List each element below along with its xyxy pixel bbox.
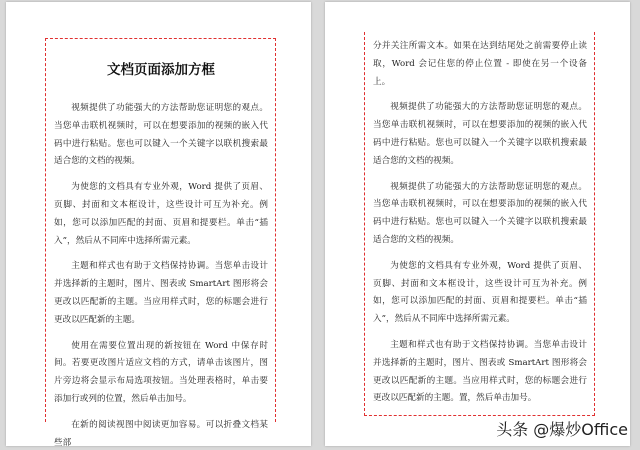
document-page-left <box>6 2 311 446</box>
paragraph: 视频提供了功能强大的方法帮助您证明您的观点。当您单击联机视频时，可以在想要添加的视频的嵌入代码中进行粘贴。您也可以键入一个关键字以联机搜索最适合您的文档的视频。 <box>54 103 268 167</box>
page-content <box>54 58 268 446</box>
document-page-right <box>325 2 630 446</box>
page-content <box>373 38 587 416</box>
watermark <box>496 417 628 440</box>
paragraph: 为使您的文档具有专业外观，Word 提供了页眉、页脚、封面和文本框设计，这些设计可互为补充。例如，您可以添加匹配的封面、页眉和提要栏。单击“插入”，然后从不同库中选择所需元素。 <box>373 260 587 325</box>
paragraph: 主题和样式也有助于文档保持协调。当您单击设计并选择新的主题时，图片、图表或 SmartArt 图形将会更改以匹配新的主题。当应用样式时，您的标题会进行更改以匹配新的主题。 <box>54 261 268 325</box>
paragraph: 在新的阅读视图中阅读更加容易。可以折叠文档某些部 <box>54 419 268 446</box>
paragraph: 视频提供了功能强大的方法帮助您证明您的观点。当您单击联机视频时，可以在想要添加的视频的嵌入代码中进行粘贴。您也可以键入一个关键字以联机搜索最适合您的文档的视频。 <box>373 181 587 245</box>
paragraph: 视频提供了功能强大的方法帮助您证明您的观点。当您单击联机视频时，可以在想要添加的视频的嵌入代码中进行粘贴。您也可以键入一个关键字以联机搜索最适合您的文档的视频。 <box>373 102 587 166</box>
document-title: 文档页面添加方框 <box>107 62 215 78</box>
watermark-text: 头条 @爆炒Office <box>496 420 628 439</box>
paragraph: 为使您的文档具有专业外观，Word 提供了页眉、页脚、封面和文本框设计，这些设计可互为补充。例如，您可以添加匹配的封面、页眉和提要栏。单击“插入”，然后从不同库中选择所需元素。 <box>54 182 268 246</box>
paragraph-continuation: 分并关注所需文本。如果在达到结尾处之前需要停止读取，Word 会记住您的停止位置 - 即使在另一个设备上。 <box>373 41 587 87</box>
paragraph: 主题和样式也有助于文档保持协调。当您单击设计并选择新的主题时，图片、图表或 SmartArt 图形将会更改以匹配新的主题。当应用样式时，您的标题会进行更改以匹配新的主题。置，然后单击加号。 <box>373 339 587 404</box>
paragraph: 使用在需要位置出现的新按钮在 Word 中保存时间。若要更改图片适应文档的方式，请单击该图片，图片旁边将会显示布局选项按钮。当处理表格时，单击要添加行或列的位置，然后单击加号。 <box>54 340 268 404</box>
